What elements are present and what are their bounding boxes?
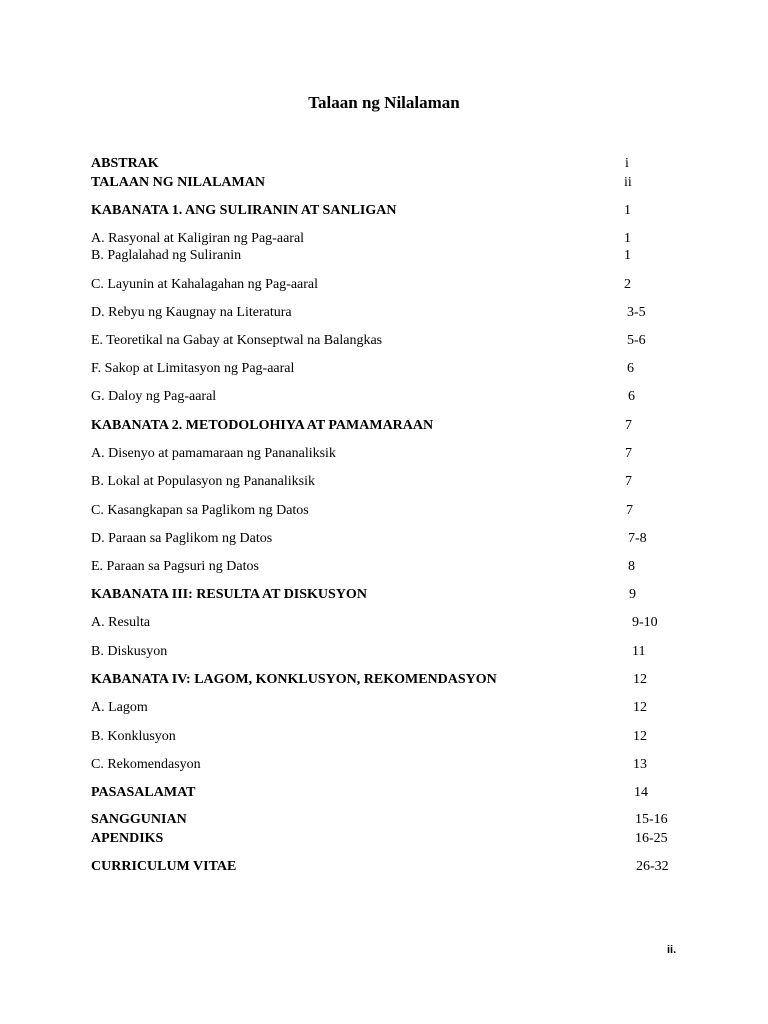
toc-row-label: B. Konklusyon [91,729,176,744]
toc-row-page: 7 [625,474,632,489]
toc-row-label: D. Paraan sa Paglikom ng Datos [91,531,273,546]
toc-row-label: A. Disenyo at pamamaraan ng Pananaliksik [91,446,336,461]
toc-row-page: 6 [628,389,635,404]
toc-row-page: 7 [625,446,632,461]
toc-row-label: A. Lagom [91,700,148,715]
toc-row-label: PASASALAMAT [91,785,196,800]
toc-row-label: A. Rasyonal at Kaligiran ng Pag-aaral [91,231,305,246]
toc-row-page: 1 [624,231,631,246]
toc-row-label: KABANATA 1. ANG SULIRANIN AT SANLIGAN [91,203,397,218]
toc-row-page: 1 [624,248,631,263]
toc-row-page: i [625,156,629,171]
toc-row-label: APENDIKS [91,831,164,846]
toc-row-label: KABANATA III: RESULTA AT DISKUSYON [91,587,367,602]
toc-row-label: C. Layunin at Kahalagahan ng Pag-aaral [91,277,319,292]
toc-row-page: 16-25 [635,831,668,846]
toc-row-label: ABSTRAK [91,156,159,171]
toc-row-label: C. Rekomendasyon [91,757,201,772]
toc-row-page: 12 [633,700,647,715]
toc-row-page: 9 [629,587,636,602]
toc-row-page: 12 [633,672,647,687]
toc-row-page: 7-8 [628,531,647,546]
toc-row-page: 8 [628,559,635,574]
toc-row-label: E. Teoretikal na Gabay at Konseptwal na Balangkas [91,333,383,348]
toc-row-page: 6 [627,361,634,376]
toc-row-page: 11 [632,644,646,659]
toc-row-label: E. Paraan sa Pagsuri ng Datos [91,559,259,574]
toc-row-page: 7 [626,503,633,518]
toc-row-label: G. Daloy ng Pag-aaral [91,389,217,404]
toc-row-page: 15-16 [635,812,668,827]
toc-row-page: 26-32 [636,859,669,874]
toc-row-label: C. Kasangkapan sa Paglikom ng Datos [91,503,309,518]
toc-row-page: 7 [625,418,632,433]
toc-row-label: CURRICULUM VITAE [91,859,237,874]
toc-row-label: B. Diskusyon [91,644,168,659]
toc-row-page: 2 [624,277,631,292]
toc-row-label: F. Sakop at Limitasyon ng Pag-aaral [91,361,295,376]
toc-row-label: SANGGUNIAN [91,812,187,827]
toc-row-page: 14 [634,785,648,800]
toc-row-page: 5-6 [627,333,646,348]
toc-row-page: 13 [633,757,647,772]
toc-row-label: B. Paglalahad ng Suliranin [91,248,242,263]
toc-row-page: 9-10 [632,615,658,630]
toc-row-label: KABANATA IV: LAGOM, KONKLUSYON, REKOMENDASYON [91,672,497,687]
toc-row-page: 3-5 [627,305,646,320]
toc-row-page: ii [624,175,632,190]
toc-row-label: A. Resulta [91,615,151,630]
footer-page-number: ii. [667,944,677,956]
toc-row-page: 1 [624,203,631,218]
toc-row-label: TALAAN NG NILALAMAN [91,175,265,190]
toc-row-label: B. Lokal at Populasyon ng Pananaliksik [91,474,315,489]
toc-row-label: D. Rebyu ng Kaugnay na Literatura [91,305,292,320]
page-title: Talaan ng Nilalaman [308,93,460,112]
toc-row-page: 12 [633,729,647,744]
toc-row-label: KABANATA 2. METODOLOHIYA AT PAMAMARAAN [91,418,434,433]
